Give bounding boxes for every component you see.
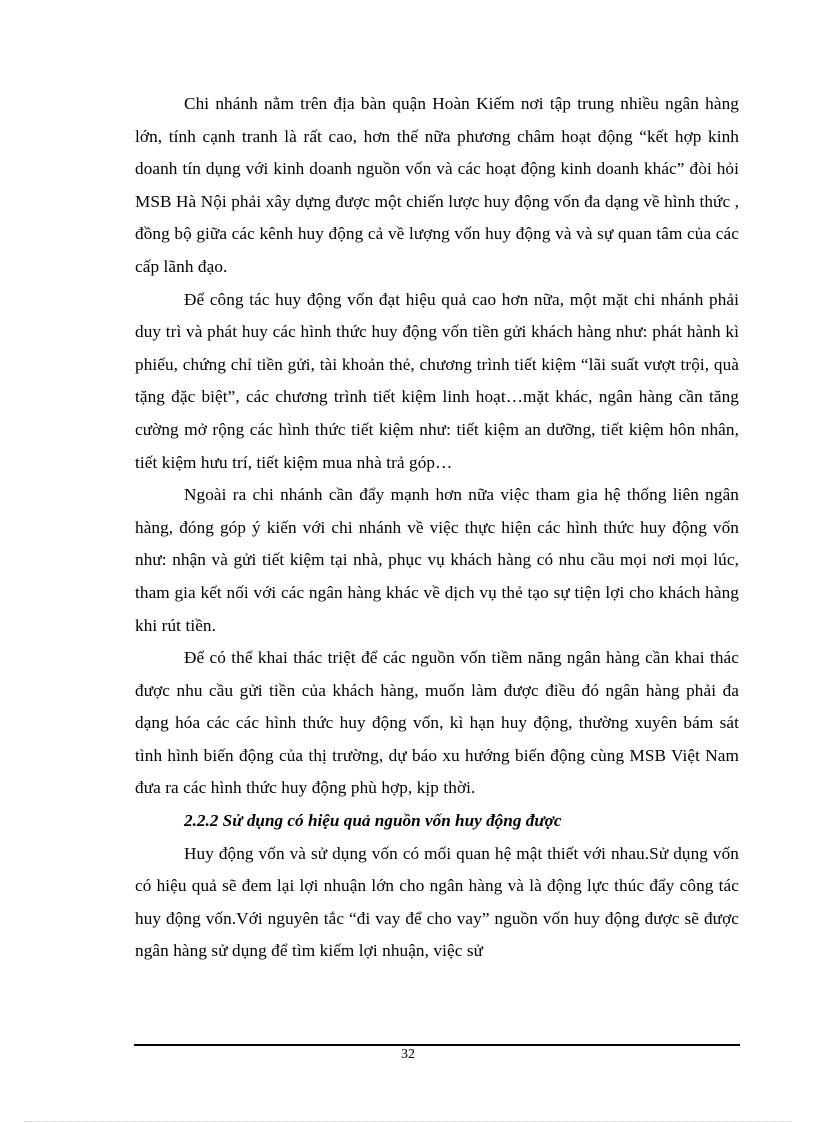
section-heading: 2.2.2 Sử dụng có hiệu quả nguồn vốn huy động được: [184, 811, 562, 831]
page-edge-divider: [24, 1121, 792, 1122]
section-paragraph: Huy động vốn và sử dụng vốn có mối quan hệ mật thiết với nhau.Sử dụng vốn có hiệu quả sẽ đem lại lợi nhuận lớn cho ngân hàng và là động lực thúc đẩy công tác huy động vốn.Với nguyên tắc “đi vay để cho vay” nguồn vốn huy động được sẽ được ngân hàng sử dụng để tìm kiếm lợi nhuận, việc sử: [135, 843, 739, 961]
body-paragraph-2: Để công tác huy động vốn đạt hiệu quả cao hơn nữa, một mặt chi nhánh phải duy trì và phát huy các hình thức huy động vốn tiền gửi khách hàng như: phát hành kì phiếu, chứng chỉ tiền gửi, tài khoản thẻ, chương trình tiết kiệm “lãi suất vượt trội, quà tặng đặc biệt”, các chương trình tiết kiệm linh hoạt…mặt khác, ngân hàng cần tăng cường mở rộng các hình thức tiết kiệm như: tiết kiệm an dưỡng, tiết kiệm hôn nhân, tiết kiệm hưu trí, tiết kiệm mua nhà trả góp…: [135, 289, 739, 472]
body-paragraph-1: Chi nhánh nằm trên địa bàn quận Hoàn Kiếm nơi tập trung nhiều ngân hàng lớn, tính cạnh tranh là rất cao, hơn thế nữa phương châm hoạt động “kết hợp kinh doanh tín dụng với kinh doanh nguồn vốn và các hoạt động kinh doanh khác” đòi hỏi MSB Hà Nội phải xây dựng được một chiến lược huy động vốn đa dạng về hình thức , đồng bộ giữa các kênh huy động cả về lượng vốn huy động và và sự quan tâm của các cấp lãnh đạo.: [135, 94, 739, 276]
body-paragraph-4: Để có thể khai thác triệt để các nguồn vốn tiềm năng ngân hàng cần khai thác được nhu cầu gửi tiền của khách hàng, muốn làm được điều đó ngân hàng phải đa dạng hóa các các hình thức huy động vốn, kì hạn huy động, thường xuyên bám sát tình hình biến động của thị trường, dự báo xu hướng biến động cùng MSB Việt Nam đưa ra các hình thức huy động phù hợp, kịp thời.: [135, 648, 739, 798]
page-number: 32: [401, 1047, 415, 1062]
body-paragraph-3: Ngoài ra chi nhánh cần đẩy mạnh hơn nữa việc tham gia hệ thống liên ngân hàng, đóng góp ý kiến với chi nhánh về việc thực hiện các hình thức huy động vốn như: nhận và gửi tiết kiệm tại nhà, phục vụ khách hàng có nhu cầu mọi nơi mọi lúc, tham gia kết nối với các ngân hàng khác về dịch vụ thẻ tạo sự tiện lợi cho khách hàng khi rút tiền.: [135, 485, 739, 635]
page-body: [135, 88, 739, 968]
